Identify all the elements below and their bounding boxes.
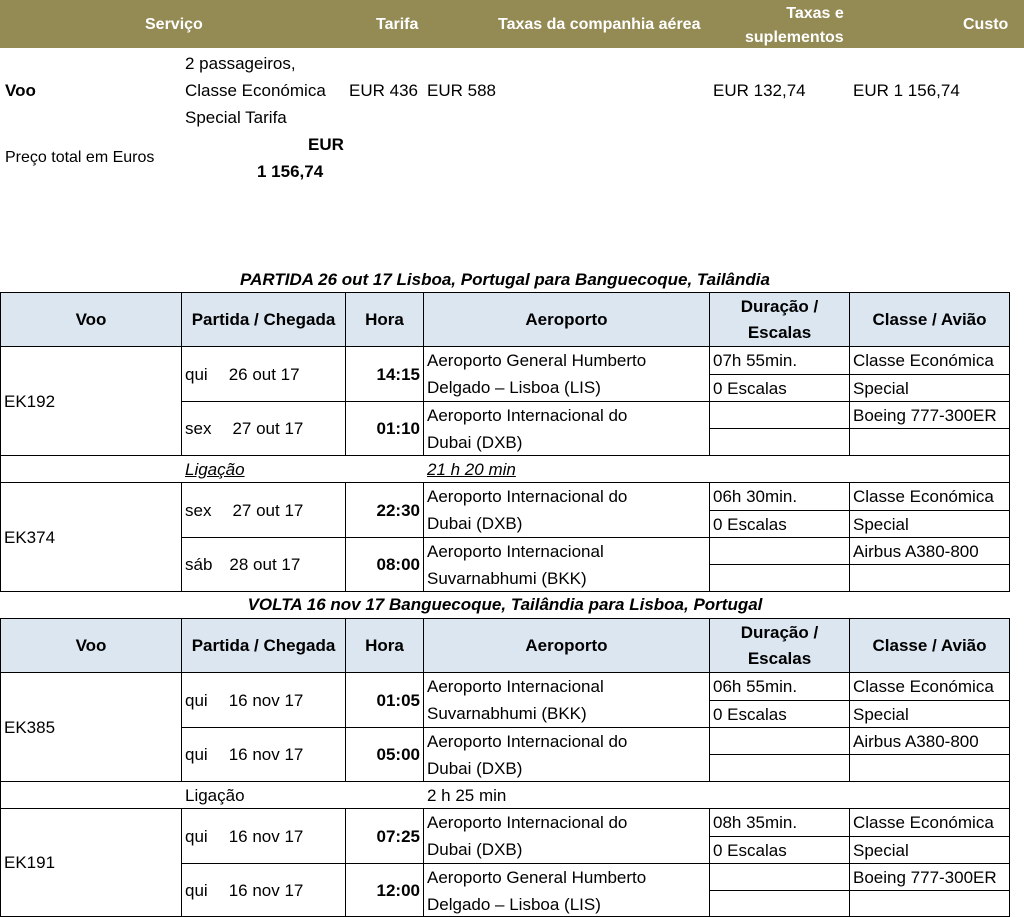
col-hora: Hora <box>345 618 424 673</box>
col-partida-chegada: Partida / Chegada <box>181 292 346 347</box>
arrival-date-value: 16 nov 17 <box>228 880 304 900</box>
header-taxas-line1: Taxas e <box>786 5 844 22</box>
col-partida-chegada: Partida / Chegada <box>181 618 346 673</box>
col-voo: Voo <box>0 292 182 347</box>
empty-cell <box>849 754 1010 782</box>
col-aeroporto: Aeroporto <box>423 618 710 673</box>
arrival-date-value: 27 out 17 <box>232 419 304 438</box>
airport-line1: Aeroporto General Humberto <box>427 868 647 887</box>
fare-type: Special <box>849 374 1010 402</box>
airport-line1: Aeroporto Internacional <box>427 677 604 696</box>
departure-day: sex <box>185 500 212 520</box>
departure-date-value: 16 nov 17 <box>228 826 304 846</box>
summary-taxas-suplementos-value: EUR 132,74 <box>713 81 806 100</box>
total-currency: EUR <box>308 135 344 154</box>
summary-voo-label: Voo <box>5 81 36 100</box>
airport-line1: Aeroporto Internacional <box>427 542 604 561</box>
empty-cell <box>849 890 1010 917</box>
empty-cell <box>709 537 850 565</box>
arrival-date-value: 16 nov 17 <box>228 745 304 764</box>
flight-number: EK191 <box>0 808 182 917</box>
col-duracao <box>709 618 850 673</box>
arrival-time: 08:00 <box>345 537 424 592</box>
empty-cell <box>709 727 850 755</box>
departure-day: qui <box>185 826 208 846</box>
connection-label: Ligação <box>185 786 245 805</box>
airport-line2: Dubai (DXB) <box>427 840 523 859</box>
arrival-airport <box>423 863 710 917</box>
arrival-day: qui <box>185 745 208 764</box>
flight-number: EK374 <box>0 482 182 592</box>
aircraft: Airbus A380-800 <box>849 727 1010 755</box>
stops: 0 Escalas <box>709 374 850 402</box>
flight-number: EK192 <box>0 346 182 456</box>
duration: 06h 55min. <box>709 672 850 701</box>
col-duracao-line1: Duração / <box>740 622 819 642</box>
departure-day: qui <box>185 690 208 710</box>
arrival-airport <box>423 727 710 782</box>
connection-time: 21 h 20 min <box>427 460 516 479</box>
aircraft: Airbus A380-800 <box>849 537 1010 565</box>
fare-type: Special <box>849 836 1010 864</box>
departure-date <box>181 672 346 728</box>
empty-cell <box>709 863 850 891</box>
summary-custo-value: EUR 1 156,74 <box>853 81 960 100</box>
empty-cell <box>849 564 1010 592</box>
departure-time: 14:15 <box>345 346 424 402</box>
col-duracao-line2: Escalas <box>747 648 812 668</box>
return-title: VOLTA 16 nov 17 Banguecoque, Tailândia para Lisboa, Portugal <box>247 595 763 614</box>
summary-tarifa-value: EUR 436 <box>349 81 418 100</box>
header-taxas-companhia: Taxas da companhia aérea <box>498 16 701 33</box>
arrival-day: qui <box>185 880 208 900</box>
header-taxas-line2: suplementos <box>745 29 844 46</box>
airport-line1: Aeroporto General Humberto <box>427 351 647 370</box>
duration: 06h 30min. <box>709 482 850 511</box>
empty-cell <box>709 890 850 917</box>
fare-type: Special <box>849 700 1010 728</box>
flight-number: EK385 <box>0 672 182 782</box>
header-tarifa: Tarifa <box>376 16 419 33</box>
total-amount: 1 156,74 <box>257 162 324 181</box>
airport-line1: Aeroporto Internacional do <box>427 406 628 425</box>
class: Classe Económica <box>849 672 1010 701</box>
col-hora: Hora <box>345 292 424 347</box>
stops: 0 Escalas <box>709 700 850 728</box>
departure-time: 22:30 <box>345 482 424 538</box>
class: Classe Económica <box>849 346 1010 375</box>
arrival-time: 01:10 <box>345 401 424 456</box>
col-voo: Voo <box>0 618 182 673</box>
arrival-day: sex <box>185 419 212 438</box>
airport-line2: Dubai (DXB) <box>427 433 523 452</box>
summary-desc-line2: Classe Económica <box>185 81 326 100</box>
aircraft: Boeing 777-300ER <box>849 863 1010 891</box>
departure-airport <box>423 672 710 728</box>
col-duracao <box>709 292 850 347</box>
fare-type: Special <box>849 510 1010 538</box>
class: Classe Económica <box>849 482 1010 511</box>
empty-cell <box>709 428 850 456</box>
airport-line2: Dubai (DXB) <box>427 514 523 533</box>
arrival-date <box>181 863 346 917</box>
stops: 0 Escalas <box>709 510 850 538</box>
arrival-day: sáb <box>185 555 213 574</box>
departure-airport <box>423 346 710 402</box>
airport-line2: Dubai (DXB) <box>427 759 523 778</box>
outbound-title: PARTIDA 26 out 17 Lisboa, Portugal para Banguecoque, Tailândia <box>240 270 770 289</box>
aircraft: Boeing 777-300ER <box>849 401 1010 429</box>
header-servico: Serviço <box>145 16 203 33</box>
airport-line2: Suvarnabhumi (BKK) <box>427 569 587 588</box>
departure-date-value: 16 nov 17 <box>228 690 304 710</box>
airport-line1: Aeroporto Internacional do <box>427 732 628 751</box>
col-aeroporto: Aeroporto <box>423 292 710 347</box>
empty-cell <box>849 428 1010 456</box>
departure-airport <box>423 482 710 538</box>
arrival-time: 05:00 <box>345 727 424 782</box>
arrival-date-value: 28 out 17 <box>229 555 301 574</box>
empty-cell <box>709 754 850 782</box>
departure-date-value: 26 out 17 <box>228 364 300 384</box>
arrival-airport <box>423 401 710 456</box>
arrival-airport <box>423 537 710 592</box>
stops: 0 Escalas <box>709 836 850 864</box>
empty-cell <box>709 564 850 592</box>
departure-date <box>181 808 346 864</box>
col-duracao-line2: Escalas <box>747 322 812 342</box>
airport-line1: Aeroporto Internacional do <box>427 813 628 832</box>
arrival-date <box>181 401 346 456</box>
airport-line2: Delgado – Lisboa (LIS) <box>427 895 601 914</box>
departure-date <box>181 346 346 402</box>
departure-date-value: 27 out 17 <box>232 500 304 520</box>
col-classe: Classe / Avião <box>849 292 1010 347</box>
summary-taxas-companhia-value: EUR 588 <box>427 81 496 100</box>
empty-cell <box>709 401 850 429</box>
connection-label: Ligação <box>185 460 245 479</box>
arrival-date <box>181 727 346 782</box>
duration: 07h 55min. <box>709 346 850 375</box>
departure-time: 01:05 <box>345 672 424 728</box>
col-duracao-line1: Duração / <box>740 296 819 316</box>
connection-time: 2 h 25 min <box>427 786 507 805</box>
airport-line2: Delgado – Lisboa (LIS) <box>427 378 601 397</box>
airport-line2: Suvarnabhumi (BKK) <box>427 704 587 723</box>
class: Classe Económica <box>849 808 1010 837</box>
col-classe: Classe / Avião <box>849 618 1010 673</box>
departure-time: 07:25 <box>345 808 424 864</box>
arrival-time: 12:00 <box>345 863 424 917</box>
departure-date <box>181 482 346 538</box>
departure-day: qui <box>185 364 208 384</box>
arrival-date <box>181 537 346 592</box>
total-label: Preço total em Euros <box>5 149 155 166</box>
summary-desc-line1: 2 passageiros, <box>185 54 296 73</box>
departure-airport <box>423 808 710 864</box>
header-custo: Custo <box>963 16 1009 33</box>
duration: 08h 35min. <box>709 808 850 837</box>
airport-line1: Aeroporto Internacional do <box>427 487 628 506</box>
summary-desc-line3: Special Tarifa <box>185 108 287 127</box>
